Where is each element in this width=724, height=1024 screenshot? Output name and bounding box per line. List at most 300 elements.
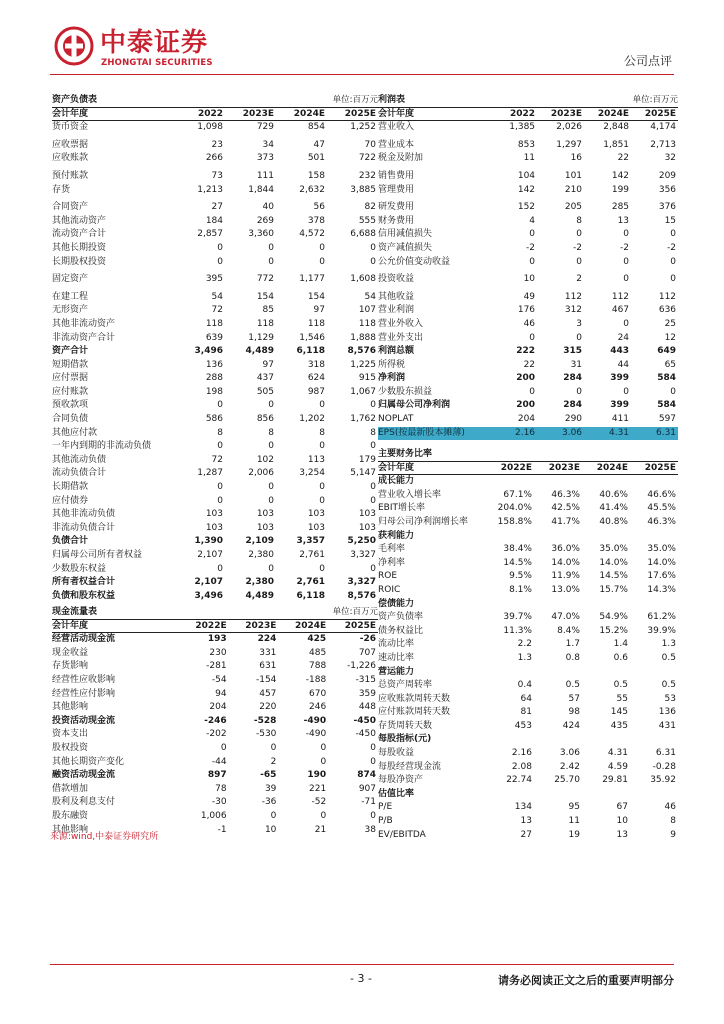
table-row [378,693,678,707]
cell-value: 1,177 [299,274,325,285]
cell-value: 45.5% [647,503,676,514]
cell-value: 104 [517,170,536,181]
cell-value [630,530,678,544]
cell-value: 136 [205,359,223,370]
cell-value: -1 [217,824,227,835]
footer-divider [50,964,674,965]
cell-value: 4 [529,215,536,226]
cash-flow-table [52,606,378,837]
cell-value [630,475,678,489]
table-row [378,215,678,229]
cell-value: 0.4 [517,680,532,691]
table-row [52,796,378,810]
row-label: P/B [378,816,393,827]
cell-value: 597 [658,414,677,425]
year-header: 2022 [509,108,536,119]
row-label: 现金收益 [52,647,89,658]
cell-value: 8 [670,816,676,827]
cell-value [486,666,534,680]
cell-value: 64 [520,693,532,704]
cell-value: 0 [319,256,325,267]
cell-value: 224 [257,634,277,645]
table-row [52,467,378,481]
cell-value: 772 [256,274,274,285]
cell-value: -528 [253,715,277,726]
cell-value: 41.7% [551,516,580,527]
table-row [52,633,378,647]
cell-value: 0 [370,756,376,767]
cell-value: 2,107 [194,577,223,588]
table-row [52,481,378,495]
row-label: 资本支出 [52,729,89,740]
row-label: 其他影响 [52,702,89,713]
cell-value: 2,632 [299,184,325,195]
cell-value: -52 [311,797,327,808]
cell-value: 27 [211,202,223,213]
cell-value: 3,327 [350,550,376,560]
table-row [52,728,378,742]
table-row [378,475,678,489]
cell-value: 373 [256,153,274,164]
cell-value: -2 [573,242,583,253]
cell-value: 312 [564,305,583,316]
table-row [378,399,678,413]
table-row [52,291,378,305]
year-header: 2025E [644,462,676,473]
cell-value: -44 [211,756,227,767]
cell-value: 555 [358,215,376,226]
table-row [52,495,378,509]
table-row [52,273,378,287]
row-label: 归属母公司所有者权益 [52,550,143,560]
cell-value: 112 [658,291,677,302]
cell-value: 13 [617,215,630,226]
table-row [378,679,678,693]
cell-value: 14.3% [647,584,676,595]
cell-value: 198 [205,386,223,397]
cell-value: 103 [358,509,376,520]
cell-value: 315 [563,346,583,357]
table-row [52,170,378,184]
cell-value [486,733,534,747]
row-label: 存货影响 [52,661,89,672]
row-label: 资产合计 [52,346,89,357]
row-label: 获利能力 [378,530,415,541]
row-label: ROIC [378,584,401,595]
cell-value: 0 [370,256,376,267]
cell-value: 0 [268,400,274,411]
cell-value: 431 [658,720,676,731]
cell-value: 0 [370,495,376,506]
row-label: 其他流动资产 [52,215,107,226]
cell-value: -2 [667,242,677,253]
row-label: 存货周转天数 [378,720,433,731]
cell-value: 81 [520,707,532,718]
table-row [52,756,378,770]
cell-value: 0 [623,256,630,267]
table-row [378,720,678,734]
table-row [378,584,678,598]
cell-value: 0 [217,563,223,574]
cell-value: 10 [264,824,277,835]
cell-value: -315 [355,674,376,685]
row-label: 非流动资产合计 [52,332,116,343]
row-label: 应付账款周转天数 [378,707,451,718]
cell-value: 788 [309,661,327,672]
cell-value: 0.5 [565,680,580,691]
cell-value: -2 [526,242,536,253]
cell-value [582,598,630,612]
cell-value: 190 [307,770,327,781]
cell-value: 38.4% [503,544,532,555]
table-row [378,242,678,256]
cell-value: 21 [314,824,327,835]
cell-value: 915 [358,373,376,384]
cell-value: 467 [611,305,630,316]
cell-value: 266 [205,153,223,164]
row-label: 负债和股东权益 [52,590,116,601]
cell-value: 1,067 [350,386,376,397]
cell-value: 44 [617,359,630,370]
table-row [52,508,378,522]
cell-value: 47 [313,139,325,150]
header-divider [50,74,674,75]
cell-value: 11 [568,816,580,827]
table-row [378,598,678,612]
row-label: 总资产周转率 [378,680,433,691]
cell-value: 3,885 [350,184,376,195]
table-row [378,557,678,571]
cell-value: 1,098 [197,122,223,133]
year-header: 2023E [242,108,274,119]
table-row [52,386,378,400]
cell-value: 457 [259,688,277,699]
cell-value: 103 [256,522,274,533]
cell-value: 395 [205,274,223,285]
report-type: 公司点评 [623,54,672,68]
income-statement-title-row [378,94,678,108]
table-row [52,742,378,756]
cell-value: 5,147 [350,468,376,479]
row-label: 应付账款 [52,386,89,397]
balance-sheet-title: 资产负债表 [52,95,98,105]
cell-value: 8 [217,427,223,438]
table-row [52,810,378,824]
row-label: 偿债能力 [378,598,415,609]
year-header: 2023E [245,620,277,631]
cell-value [486,475,534,489]
cell-value: 0 [370,242,376,253]
table-row [378,304,678,318]
cell-value: 856 [256,414,274,425]
cell-value: 2,761 [299,550,325,560]
cell-value: 1,762 [350,414,376,425]
cell-value: 3,327 [347,577,376,588]
row-label: 每股净资产 [378,775,424,786]
cell-value: 3 [576,318,583,329]
cell-value: 3,254 [299,468,325,479]
cell-value: -30 [211,797,227,808]
cell-value: 284 [563,400,583,411]
cell-value: 142 [517,184,536,195]
table-row [52,152,378,166]
row-label: 净利率 [378,557,406,568]
cell-value: 13 [616,829,628,840]
cell-value: 0 [623,386,630,397]
row-label: 营业收入 [378,122,415,133]
cell-value: 1,202 [299,414,325,425]
cell-value [486,598,534,612]
cell-value: 0 [320,756,327,767]
table-row [52,304,378,318]
table-row [378,666,678,680]
table-row [52,121,378,135]
table-row [378,121,678,135]
row-label: 无形资产 [52,305,89,316]
cell-value: 35.92 [650,775,676,786]
cell-value: 1,213 [197,184,223,195]
cell-value: 46.3% [647,516,676,527]
row-label: 归母公司净利润增长率 [378,516,469,527]
cell-value: -530 [255,729,277,740]
table-row [378,332,678,346]
logo-english-name: ZHONGTAI SECURITIES [101,58,213,68]
cell-value [630,733,678,747]
cell-value: 16 [570,153,583,164]
cell-value: 987 [307,386,325,397]
table-row [378,733,678,747]
row-label: 负债合计 [52,536,89,547]
cell-value: 8 [576,215,583,226]
cell-value: 101 [564,170,583,181]
page-header [0,0,724,80]
row-label: 其他流动负债 [52,454,107,465]
table-row [378,761,678,775]
cell-value: 0 [319,482,325,493]
cell-value: 222 [516,346,536,357]
year-header: 2023E [550,108,583,119]
table-row [52,242,378,256]
cell-value: 32 [664,153,677,164]
cell-value: 0 [529,229,536,240]
cell-value: 72 [211,454,223,465]
table-row [378,747,678,761]
cell-value: 158.8% [497,516,532,527]
cell-value: 232 [358,170,376,181]
row-label: EV/EBITDA [378,829,426,840]
year-header: 2025E [344,620,376,631]
cell-value: 11.3% [503,625,532,636]
row-label: 债务权益比 [378,625,424,636]
cell-value: 288 [205,373,223,384]
cell-value: 3.06 [559,748,580,759]
cell-value: 136 [658,707,676,718]
cell-value: 4,489 [245,590,274,601]
cell-value: 221 [309,783,327,794]
row-label: EBIT增长率 [378,503,426,514]
table-row [52,332,378,346]
cell-value: 2,848 [603,122,630,133]
cell-value: 0 [370,810,376,821]
cell-value: 111 [256,170,274,181]
cell-value: 0 [217,400,223,411]
cell-value: 72 [211,305,223,316]
table-row [378,516,678,530]
row-label: 流动资产合计 [52,229,107,240]
cell-value: 39 [264,783,277,794]
row-label: 流动负债合计 [52,468,107,479]
cell-value: 1,252 [350,122,376,133]
row-label: 营运能力 [378,666,415,677]
year-header: 2025E [644,108,677,119]
cell-value: 8,576 [347,346,376,357]
cell-value: 435 [610,720,628,731]
cell-value: 14.0% [551,557,580,568]
table-row [378,801,678,815]
cell-value: 425 [307,634,327,645]
year-header: 2024E [295,620,327,631]
cell-value: 631 [259,661,277,672]
table-row [52,563,378,577]
table-row [52,256,378,270]
table-row [52,440,378,454]
income-statement-title: 利润表 [378,95,406,105]
cell-value: 853 [517,139,536,150]
cell-value: 154 [307,291,325,302]
table-row [378,359,678,373]
cell-value: 453 [514,720,532,731]
cell-value: 1,225 [350,359,376,370]
cell-value: 24 [617,332,630,343]
table-row [378,502,678,516]
cell-value: 0 [623,229,630,240]
cell-value: 4.31 [607,748,628,759]
cell-value: 53 [664,693,676,704]
cell-value: 0 [268,482,274,493]
year-label: 会计年度 [378,108,415,119]
row-label: 每股收益 [378,748,415,759]
ratios-body [378,475,678,842]
cell-value: 2 [270,756,277,767]
cell-value: 22 [523,359,536,370]
row-label: 应付债券 [52,495,89,506]
row-label: 其他长期资产变化 [52,756,125,767]
row-label: 毛利率 [378,544,406,555]
cell-value: 0 [576,386,583,397]
cell-value [534,475,582,489]
cell-value: 0 [576,256,583,267]
year-header: 2024E [596,462,628,473]
cell-value [630,666,678,680]
cell-value: 378 [307,215,325,226]
cell-value: 97 [262,359,274,370]
cell-value: 269 [256,215,274,226]
cell-value: 0 [623,274,630,285]
row-label: 应收账款周转天数 [378,693,451,704]
cash-flow-body [52,633,378,837]
cell-value: 501 [307,153,325,164]
cell-value: 0.5 [661,680,676,691]
cell-value: 2.2 [517,639,532,650]
cell-value: 2,109 [245,536,274,547]
row-label: 货币资金 [52,122,89,133]
cell-value: 0 [670,229,677,240]
cell-value: 46 [523,318,536,329]
balance-sheet-unit: 单位:百万元 [332,95,378,105]
year-label: 会计年度 [52,108,89,119]
row-label: 其他非流动负债 [52,509,116,520]
table-row [378,788,678,802]
year-header: 2024E [597,108,630,119]
cell-value: 205 [564,202,583,213]
cell-value: 649 [657,346,677,357]
cell-value: 437 [256,373,274,384]
cell-value: 65 [664,359,677,370]
cell-value: 13.0% [551,584,580,595]
cell-value: 411 [611,414,630,425]
cell-value: 152 [517,202,536,213]
table-row [52,318,378,332]
row-label: 股权投资 [52,742,89,753]
cell-value: 3,357 [296,536,325,547]
cell-value: 85 [262,305,274,316]
cell-value: 6.31 [655,748,676,759]
table-row [378,345,678,359]
cell-value: 1,390 [194,536,223,547]
cell-value: 636 [658,305,677,316]
cell-value: 3.06 [561,427,583,438]
table-row [378,170,678,184]
cell-value: 0 [370,742,376,753]
year-header: 2022E [195,620,227,631]
table-row [378,543,678,557]
cell-value: 0 [270,810,277,821]
table-row [378,829,678,843]
cell-value: 14.0% [599,557,628,568]
row-label: EPS(按最新股本摊薄) [378,427,465,438]
cell-value: 5,250 [347,536,376,547]
cell-value: 0 [319,563,325,574]
cell-value: 8.4% [557,625,580,636]
year-header: 2022E [500,462,532,473]
table-row [52,783,378,797]
cell-value: 399 [610,373,630,384]
cell-value: 0 [268,441,274,452]
cell-value: 586 [205,414,223,425]
cell-value [534,733,582,747]
cell-value: 722 [358,153,376,164]
row-label: 存货 [52,184,71,195]
table-row [52,576,378,590]
cell-value: 1,129 [248,332,274,343]
cell-value: 29.81 [602,775,628,786]
row-label: 成长能力 [378,476,415,487]
cell-value: 4.31 [608,427,630,438]
row-label: 营业外收入 [378,318,424,329]
cell-value: 9 [670,829,676,840]
cell-value: 0 [319,441,325,452]
cell-value: 54 [364,291,376,302]
cell-value: 158 [307,170,325,181]
cell-value: 0 [217,495,223,506]
row-label: 所有者权益合计 [52,577,116,588]
cell-value: 118 [358,318,376,329]
table-row [378,611,678,625]
income-statement-unit: 单位:百万元 [632,95,678,105]
financial-ratios-table [378,448,678,842]
cell-value: 0 [268,563,274,574]
table-row [378,652,678,666]
